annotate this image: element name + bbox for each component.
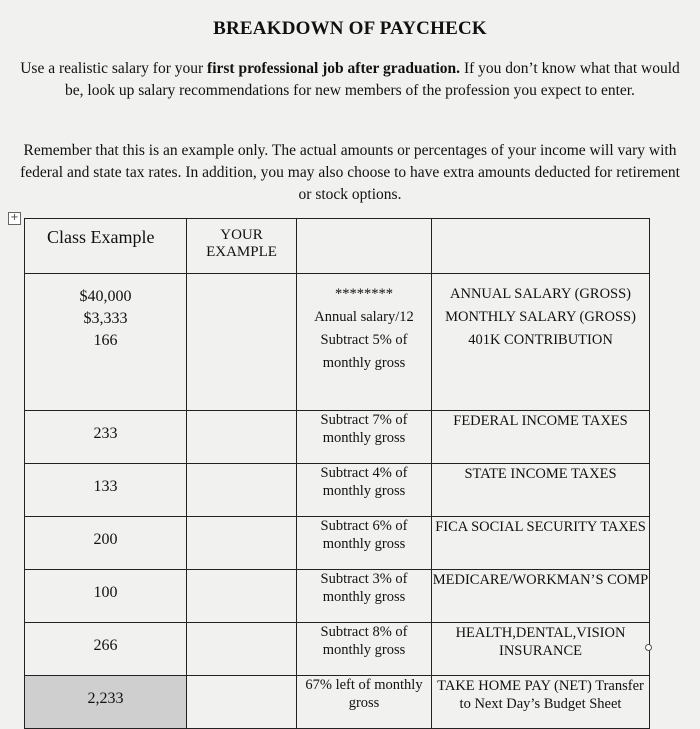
header-your-example: YOUR EXAMPLE	[187, 219, 297, 274]
header-empty-cell[interactable]	[297, 219, 432, 274]
page-title: BREAKDOWN OF PAYCHECK	[213, 18, 487, 39]
calculation-cell: 67% left of monthly gross	[297, 676, 432, 729]
label-cell: FICA SOCIAL SECURITY TAXES	[432, 517, 650, 570]
table-row	[25, 676, 650, 729]
table-row	[25, 517, 650, 570]
401k-value: 166	[93, 332, 118, 349]
monthly-salary-value: $3,333	[83, 310, 128, 327]
calc-line: monthly gross	[322, 355, 406, 371]
intro-paragraph	[14, 58, 686, 102]
calculation-cell: Subtract 7% of monthly gross	[297, 411, 432, 464]
class-example-cell: 133	[25, 464, 187, 517]
calc-line: Subtract 5% of	[320, 332, 408, 348]
your-example-cell[interactable]	[187, 676, 297, 729]
calculation-cell	[297, 274, 432, 411]
your-example-cell[interactable]	[187, 517, 297, 570]
your-example-cell[interactable]	[187, 411, 297, 464]
calc-line: ********	[335, 286, 393, 302]
label-line: 401K CONTRIBUTION	[468, 332, 613, 348]
your-example-cell[interactable]	[187, 274, 297, 411]
label-cell: HEALTH,DENTAL,VISION INSURANCE	[432, 623, 650, 676]
reminder-paragraph: Remember that this is an example only. The actual amounts or percentages of your income will vary with federal and state tax rates. In addition, you may also choose to have extra amounts deducted for retirement or stock options.	[20, 142, 680, 203]
calculation-cell: Subtract 8% of monthly gross	[297, 623, 432, 676]
table-resize-handle-icon[interactable]	[645, 644, 652, 651]
calculation-cell: Subtract 4% of monthly gross	[297, 464, 432, 517]
header-class-example: Class Example	[25, 219, 187, 274]
intro-text-start: Use a realistic salary for your	[20, 60, 208, 77]
intro-bold-text: first professional job after graduation.	[207, 60, 461, 77]
table-row	[25, 570, 650, 623]
calculation-cell: Subtract 6% of monthly gross	[297, 517, 432, 570]
label-cell: FEDERAL INCOME TAXES	[432, 411, 650, 464]
your-example-cell[interactable]	[187, 623, 297, 676]
table-header-row	[25, 219, 650, 274]
label-line: ANNUAL SALARY (GROSS)	[450, 286, 631, 302]
table-row	[25, 464, 650, 517]
class-example-cell: 233	[25, 411, 187, 464]
class-example-cell: 2,233	[25, 676, 187, 729]
class-example-cell: 266	[25, 623, 187, 676]
table-row	[25, 623, 650, 676]
label-cell: MEDICARE/WORKMAN’S COMP	[432, 570, 650, 623]
annual-salary-value: $40,000	[79, 288, 132, 305]
class-example-cell	[25, 274, 187, 411]
calc-line: Annual salary/12	[314, 309, 414, 325]
intro-text-end: If you don’t know what that would be, look up salary recommendations for new members of the profession you expect to enter.	[65, 60, 680, 99]
label-cell: STATE INCOME TAXES	[432, 464, 650, 517]
label-line: MONTHLY SALARY (GROSS)	[445, 309, 636, 325]
table-row	[25, 274, 650, 411]
your-example-cell[interactable]	[187, 570, 297, 623]
label-cell: TAKE HOME PAY (NET) Transfer to Next Day’s Budget Sheet	[432, 676, 650, 729]
class-example-cell: 100	[25, 570, 187, 623]
label-cell	[432, 274, 650, 411]
paycheck-table	[24, 218, 650, 729]
calculation-cell: Subtract 3% of monthly gross	[297, 570, 432, 623]
your-example-cell[interactable]	[187, 464, 297, 517]
table-move-handle-icon[interactable]: +	[8, 212, 21, 225]
table-row	[25, 411, 650, 464]
header-empty-cell[interactable]	[432, 219, 650, 274]
class-example-cell: 200	[25, 517, 187, 570]
